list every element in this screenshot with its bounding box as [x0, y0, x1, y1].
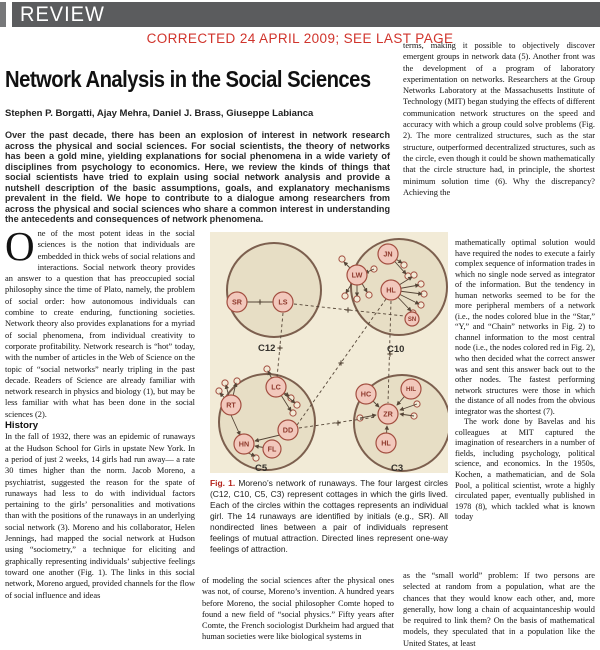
girl-node-HN	[234, 434, 254, 454]
girl-node-DD	[278, 420, 298, 440]
girl-node-ZR	[378, 404, 398, 424]
cottage-C10	[351, 239, 447, 355]
figure-1-caption-label: Fig. 1.	[210, 478, 236, 488]
figure-1-caption	[210, 478, 448, 555]
column-3-beside-figure	[455, 238, 595, 569]
girl-node-label: LC	[271, 382, 281, 392]
column-3-top: terms, making it possible to objectively discover emergent groups in network data (5). Another front was the development of a program of laboratory experimentation on networks. Researchers at the Group Networks Laboratory at the Massachusetts Institute of Technology (MIT) began studying the effects of different communication network structures on the speed and accuracy with which a group could solve problems (Fig. 2). The more centralized structures, such as the star structure, outperformed decentralized structures, such as the circle, even though it could be shown mathematically that the circle structure had, in principle, the shortest minimum solution time (6). Why the discrepancy? Achieving the	[403, 41, 595, 197]
girl-node-JN	[378, 244, 398, 264]
article-title: Network Analysis in the Social Sciences	[5, 66, 371, 92]
column-1	[5, 228, 195, 648]
anonymous-node	[216, 388, 222, 394]
col1-paragraph-1: One of the most potent ideas in the social sciences is the notion that individuals are embedded in thick webs of social relations and interactions. Social network theory provides an answer to a question that has preoccupied social philosophy since the time of Plato, namely, the problem of social order: how autonomous individuals can combine to create enduring, functioning societies. Network theory also provides explanations for a myriad of social phenomena, from individual creativity to corporate profitability. Network research is “hot” today, with the number of articles in the Web of Science on the topic of “social networks” nearly tripling in the past decade. Readers of Science are already familiar with network research in physics and biology (1), but may be less familiar with what has been done in the social sciences (2).	[5, 228, 195, 419]
girl-node-HL	[381, 280, 401, 300]
anonymous-node	[342, 293, 348, 299]
girl-node-label: HL	[386, 285, 396, 295]
cottage-label-C12: C12	[258, 343, 276, 354]
girl-node-HIL	[401, 379, 421, 399]
girl-node-label: FL	[267, 444, 277, 454]
review-banner-label: REVIEW	[20, 3, 105, 27]
girl-node-label: HC	[360, 389, 372, 399]
girl-node-label: SR	[232, 297, 242, 307]
col1-paragraph-2: In the fall of 1932, there was an epidemic of runaways at the Hudson School for Girls in upstate New York. In a period of just 2 weeks, 14 girls had run away— a rate 30 times higher than the norm. Jacob Moreno, a psychiatrist, suggested the reason for the spate of runaways had less to do with individual factors pertaining to the girls’ personalities and motivations than with the positions of the runaways in an underlying social network (3). Moreno and his collaborator, Helen Jennings, had mapped the social network at Hudson using “sociometry,” a technique for eliciting and graphically representing individuals’ subjective feelings toward one another (Fig. 1). The links in this social network, Moreno argued, provided channels for the flow of social influence and ideas	[5, 432, 195, 600]
girl-node-FL	[263, 440, 281, 458]
article-abstract: Over the past decade, there has been an explosion of interest in network research across the physical and social sciences. For social scientists, the theory of networks has been a gold mine, yielding explanations for social phenomena in a wide variety of disciplines from psychology to economics. Here, we review the kinds of things that social scientists have tried to explain using social network analysis and provide a nutshell description of the basic assumptions, goals, and explanatory mechanisms prevalent in the field. We hope to contribute to a dialogue among researchers from across the physical and social sciences who share a common interest in understanding the antecedents and consequences of network phenomena.	[5, 130, 390, 224]
history-heading: History	[5, 420, 39, 432]
girl-node-SN	[405, 312, 419, 326]
girl-node-label: JN	[383, 249, 393, 259]
girl-node-label: LS	[278, 297, 288, 307]
anonymous-node	[339, 256, 345, 262]
drop-cap: O	[5, 228, 35, 269]
figure-1-network-diagram	[210, 232, 448, 473]
cottage-label-C10: C10	[387, 344, 405, 355]
anonymous-node	[354, 296, 360, 302]
girl-node-LC	[266, 377, 286, 397]
girl-node-label: ZR	[383, 409, 393, 419]
cottage-label-C3: C3	[391, 463, 404, 473]
figure-1-panel	[210, 232, 448, 473]
article-authors: Stephen P. Borgatti, Ajay Mehra, Daniel J. Brass, Giuseppe Labianca	[5, 108, 314, 119]
girl-node-label: HN	[238, 439, 250, 449]
anonymous-node	[234, 378, 240, 384]
anonymous-node	[264, 366, 270, 372]
correction-notice: CORRECTED 24 APRIL 2009; SEE LAST PAGE	[146, 31, 454, 46]
girl-node-label: DD	[282, 425, 294, 435]
figure-1-caption-text: Moreno’s network of runaways. The four largest circles (C12, C10, C5, C3) represent cottages in which the girls lived. Each of the circles within the cottages represents an individual girl. The 14 runaways are identified by initials (e.g., SR). All nondirected lines between a pair of individuals represent feelings of mutual attraction. Directed lines represent one-way feelings of attraction.	[210, 478, 448, 554]
col3-paragraph-1: mathematically optimal solution would have required the nodes to execute a fairly complex sequence of information trades in which no single node served as integrator of the information. But the tendency in human networks seemed to be for the more peripheral members of a network (i.e., the nodes colored blue in the “Star,” “Y,” and “Chain” networks in Fig. 2) to channel information to the most central node (i.e., the nodes colored red in Fig. 2), who then decided what the correct answer was and sent this answer back out to the other nodes. The fastest performing network structures were those in which the distance of all nodes from the obvious integrator was the shortest (7).	[455, 238, 595, 416]
col3-paragraph-2: The work done by Bavelas and his colleagues at MIT captured the imagination of researchers in a number of fields, including psychology, political science, and economics. In the 1950s, Kochen, a mathematician, and de Sola Pool, a political scientist, wrote a highly circulated paper, eventually published in 1978 (8), which tackled what is known today	[455, 417, 595, 522]
girl-node-LW	[347, 265, 367, 285]
girl-node-label: SN	[407, 317, 417, 324]
girl-node-RT	[221, 395, 241, 415]
girl-node-LS	[273, 292, 293, 312]
girl-node-label: LW	[351, 270, 363, 280]
girl-node-label: RT	[226, 400, 236, 410]
girl-node-label: HL	[381, 438, 391, 448]
banner-accent-bar	[0, 2, 6, 27]
girl-node-HC	[356, 384, 376, 404]
anonymous-node	[418, 302, 424, 308]
girl-node-label: HIL	[406, 386, 416, 394]
anonymous-node	[222, 380, 228, 386]
girl-node-HL	[376, 433, 396, 453]
review-banner	[12, 2, 600, 27]
column-3-bottom: as the “small world” problem: If two persons are selected at random from a population, what are the chances that they would know each other, and, more generally, how long a chain of acquaintanceship would be required to link them? On the basis of mathematical models, they speculated that in a population like the United States, at least	[403, 571, 595, 648]
cottage-label-C5: C5	[255, 463, 268, 473]
girl-node-SR	[227, 292, 247, 312]
anonymous-node	[418, 281, 424, 287]
column-2-below-figure: of modeling the social sciences after the physical ones was not, of course, Moreno’s invention. A hundred years before Moreno, the social philosopher Comte hoped to found a new field of “social physics.” Fifty years after Comte, the French sociologist Durkheim had argued that human societies were like biological systems in	[202, 576, 394, 642]
anonymous-node	[366, 292, 372, 298]
